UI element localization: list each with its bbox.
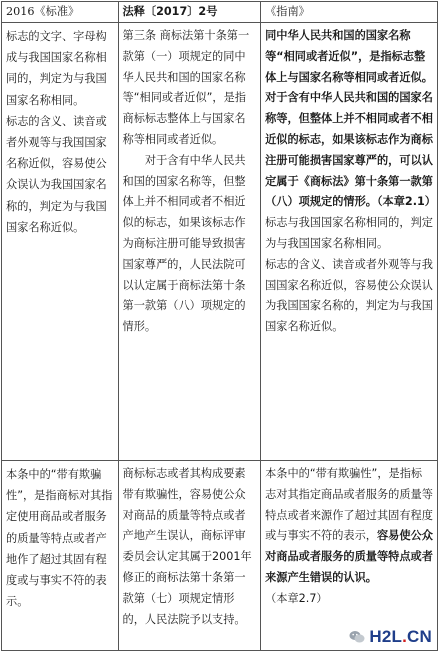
watermark-brand-tld: CN — [407, 627, 432, 646]
cell-standard-deceptive — [2, 461, 119, 651]
standard-para-similar: 标志的含义、读音或者外观等与我国国家名称近似，容易使公众误认为我国国家名称的，判定为与我国国家名称近似。 — [6, 114, 107, 234]
watermark-brand-main: H2L — [369, 627, 403, 646]
row-deceptive — [2, 461, 438, 651]
header-row — [2, 2, 438, 23]
guide-para-deceptive — [265, 464, 433, 610]
cell-guide-deceptive — [261, 461, 438, 651]
standard-para-deceptive: 本条中的“带有欺骗性”，是指商标对其指定使用商品或者服务的质量等特点或者产地作了超过其固有程度或与事实不符的表示。 — [6, 468, 113, 609]
header-guide: 《指南》 — [261, 2, 438, 23]
guide-deceptive-misleading: 容易使公众对商品或者服务的质量等特点或者来源产生错误的认识。 — [265, 529, 433, 584]
watermark — [347, 626, 434, 648]
interpretation-para-article3: 第三条 商标法第十条第一款第（一）项规定的同中华人民共和国的国家名称等“相同或者近似”，是指商标标志整体上与国家名称等相同或者近似。 — [122, 29, 250, 146]
cell-interpretation-deceptive — [118, 461, 261, 651]
cell-interpretation-article3 — [118, 23, 261, 461]
guide-para-identical: 标志与我国国家名称相同的，判定为与我国国家名称相同。 — [265, 216, 433, 250]
guide-para-dignity: 对于含有中华人民共和国的国家名称等，但整体上并不相同或者不相近似的标志，如果该标志作为商标注册可能损害国家尊严的，可以认定属于《商标法》第十条第一款第（八）项规定的情形。（本章2.1） — [265, 91, 436, 209]
guide-para-similar: 标志的含义、读音或者外观等与我国国家名称近似，容易使公众误认为我国国家名称的，判定为与我国国家名称近似。 — [265, 257, 433, 334]
header-interpretation: 法释〔2017〕2号 — [118, 2, 261, 23]
comparison-table — [1, 1, 438, 651]
interpretation-para-dignity: 对于含有中华人民共和国的国家名称等，但整体上并不相同或者不相近似的标志，如果该标志作为商标注册可能导致损害国家尊严的，人民法院可以认定属于商标法第十条第一款第（八）项规定的情形。 — [122, 153, 246, 334]
watermark-brand — [369, 627, 432, 647]
interpretation-para-deceptive: 商标标志或者其构成要素带有欺骗性，容易使公众对商品的质量等特点或者产地产生误认，商标评审委员会认定其属于2001年修正的商标法第十条第一款第（七）项规定情形的，人民法院予以支持。 — [122, 467, 252, 626]
header-standard: 2016《标准》 — [2, 2, 119, 23]
standard-para-identical: 标志的文字、字母构成与我国国家名称相同的，判定为与我国国家名称相同。 — [6, 30, 107, 107]
wechat-icon — [349, 630, 365, 644]
guide-deceptive-reference: （本章2.7） — [265, 591, 328, 605]
guide-para-definition: 同中华人民共和国的国家名称等“相同或者近似”，是指标志整体上与国家名称等相同或者近似。 — [265, 29, 433, 84]
guide-deceptive-definition: 本条中的“带有欺骗性”，是指标志对其指定商品或者服务的质量等特点或者来源作了超过其固有程度或与事实不符的表示， — [265, 467, 433, 543]
cell-guide-national-name — [261, 23, 438, 461]
cell-standard-national-name — [2, 23, 119, 461]
row-national-name — [2, 23, 438, 461]
watermark-brand-dot: . — [402, 627, 408, 646]
